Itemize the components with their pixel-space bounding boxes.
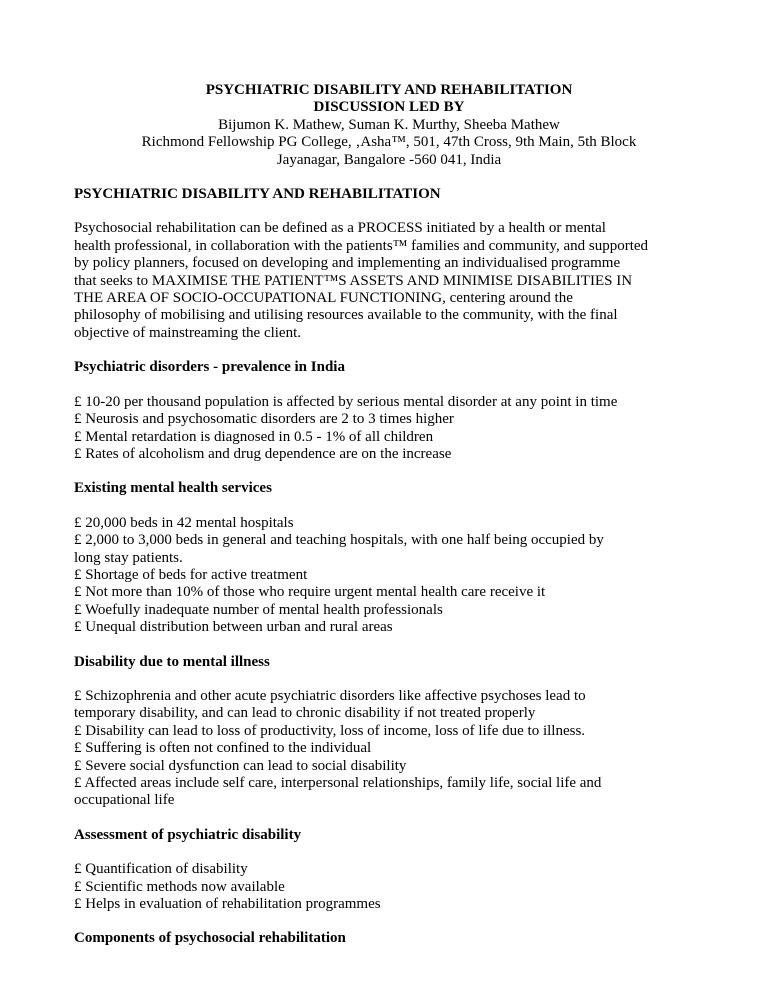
list-item: £ Rates of alcoholism and drug dependence are on the increase: [74, 445, 452, 462]
list-item: £ Suffering is often not confined to the individual: [74, 740, 372, 757]
paragraph-line: philosophy of mobilising and utilising resources available to the community, with the final: [74, 307, 618, 324]
list-item: £ 10-20 per thousand population is affected by serious mental disorder at any point in time: [74, 393, 618, 410]
paragraph-line: Psychosocial rehabilitation can be defined as a PROCESS initiated by a health or mental: [74, 220, 606, 237]
list-item: occupational life: [74, 792, 175, 809]
list-item: £ Affected areas include self care, interpersonal relationships, family life, social life and: [74, 775, 602, 791]
paragraph-line: objective of mainstreaming the client.: [74, 324, 302, 341]
list-item: £ Helps in evaluation of rehabilitation programmes: [74, 896, 381, 913]
list-item: £ 2,000 to 3,000 beds in general and teaching hospitals, with one half being occupied by: [74, 532, 604, 549]
paragraph-line: that seeks to MAXIMISE THE PATIENT™S ASSETS AND MINIMISE DISABILITIES IN: [74, 272, 633, 289]
list-disability: [74, 688, 704, 810]
paragraph-line: THE AREA OF SOCIO-OCCUPATIONAL FUNCTIONING, centering around the: [74, 290, 573, 307]
document-title: PSYCHIATRIC DISABILITY AND REHABILITATION: [205, 82, 573, 98]
list-item: £ Quantification of disability: [74, 861, 248, 878]
section-heading-prevalence: Psychiatric disorders - prevalence in India: [74, 359, 345, 376]
document-page: [74, 82, 704, 948]
list-item: £ Not more than 10% of those who require urgent mental health care receive it: [74, 584, 546, 601]
list-item: temporary disability, and can lead to chronic disability if not treated properly: [74, 705, 536, 722]
list-item: £ Severe social dysfunction can lead to social disability: [74, 757, 407, 774]
section-heading-assessment: Assessment of psychiatric disability: [74, 826, 302, 843]
list-item: £ Disability can lead to loss of productivity, loss of income, loss of life due to illness.: [74, 722, 586, 739]
section-heading-main: PSYCHIATRIC DISABILITY AND REHABILITATION: [74, 186, 441, 203]
paragraph-line: health professional, in collaboration with the patients™ families and community, and supported: [74, 237, 649, 254]
list-item: £ Neurosis and psychosomatic disorders are 2 to 3 times higher: [74, 411, 454, 428]
section-heading-services: Existing mental health services: [74, 480, 272, 497]
list-item: long stay patients.: [74, 549, 183, 566]
document-header: [74, 82, 704, 169]
list-item: £ Unequal distribution between urban and rural areas: [74, 619, 393, 636]
list-services: [74, 515, 704, 637]
document-subtitle: DISCUSSION LED BY: [313, 99, 465, 116]
list-item: £ Scientific methods now available: [74, 878, 285, 895]
section-heading-components: Components of psychosocial rehabilitation: [74, 930, 346, 947]
list-prevalence: [74, 394, 704, 464]
list-item: £ Schizophrenia and other acute psychiatric disorders like affective psychoses lead to: [74, 687, 586, 704]
list-item: £ Woefully inadequate number of mental health professionals: [74, 601, 443, 618]
list-item: £ Shortage of beds for active treatment: [74, 566, 308, 583]
paragraph-line: by policy planners, focused on developing and implementing an individualised programme: [74, 255, 621, 272]
list-item: £ Mental retardation is diagnosed in 0.5 - 1% of all children: [74, 428, 434, 445]
affiliation-line-1: Richmond Fellowship PG College, ‚Asha™, 501, 47th Cross, 9th Main, 5th Block: [141, 134, 637, 151]
paragraph-definition: [74, 220, 704, 342]
section-heading-disability: Disability due to mental illness: [74, 653, 270, 670]
list-item: £ 20,000 beds in 42 mental hospitals: [74, 514, 294, 531]
list-assessment: [74, 861, 704, 913]
author-names: Bijumon K. Mathew, Suman K. Murthy, Sheeba Mathew: [218, 116, 560, 133]
affiliation-line-2: Jayanagar, Bangalore -560 041, India: [276, 151, 502, 168]
